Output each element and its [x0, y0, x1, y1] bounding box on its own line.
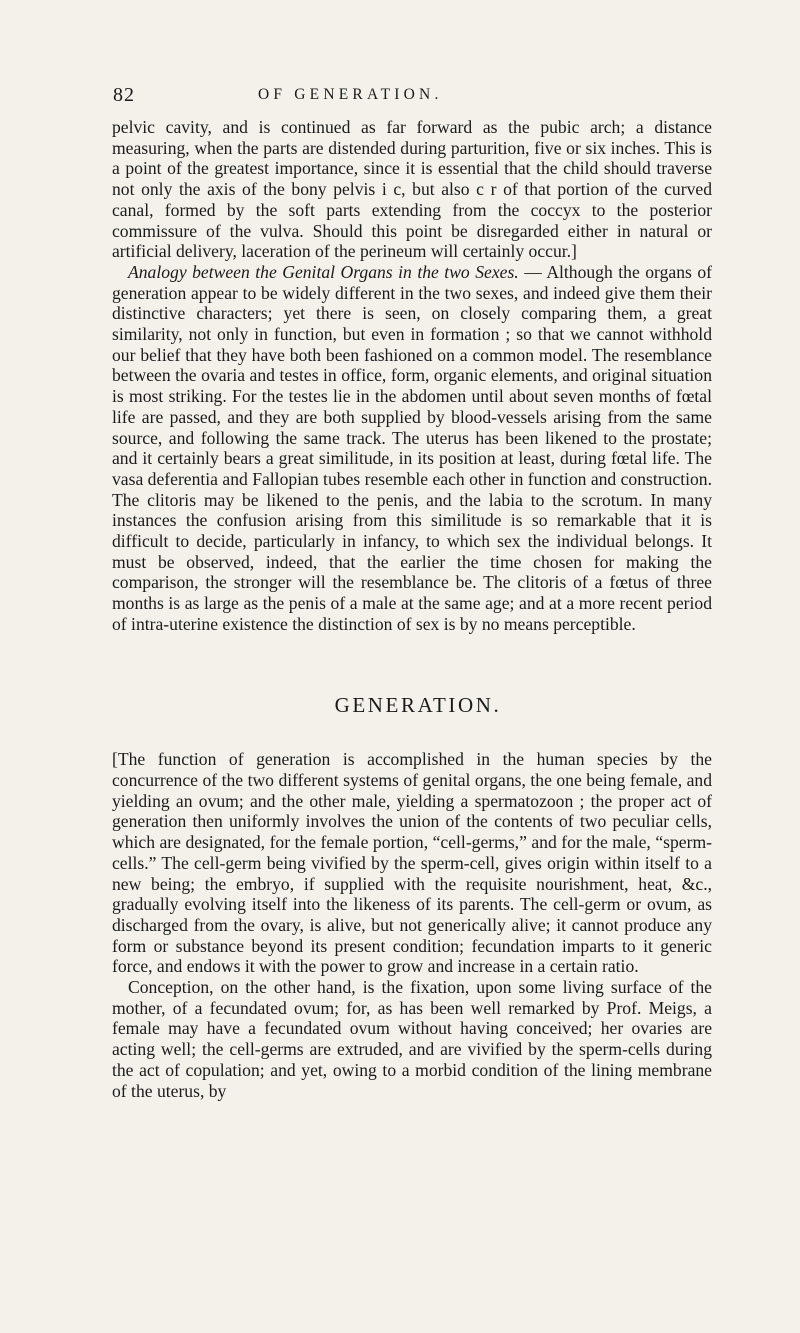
- analogy-heading: Analogy between the Genital Organs in the two Sexes.: [128, 261, 519, 282]
- page-body: [112, 117, 712, 1101]
- continued-paragraph: pelvic cavity, and is continued as far forward as the pubic arch; a distance measuring, when the parts are distended during parturition, five or six inches. This is a point of the greatest importance, since it is essential that the child should traverse not only the axis of the bony pelvis i c, but also c r of that portion of the curved canal, formed by the soft parts extending from the coccyx to the posterior commissure of the vulva. Should this point be disregarded either in natural or artificial delivery, laceration of the perineum will certainly occur.]: [112, 117, 712, 262]
- page-number: 82: [113, 84, 135, 106]
- analogy-text: — Although the organs of generation appear to be widely different in the two sexes, and indeed give them their distinctive characters; yet there is seen, on closely comparing them, a great similarity, not only in function, but even in formation ; so that we cannot withhold our belief that they have both been fashioned on a common model. The resemblance between the ovaria and testes in office, form, organic elements, and original situation is most striking. For the testes lie in the abdomen until about seven months of fœtal life are passed, and they are both supplied by blood-vessels arising from the same source, and following the same track. The uterus has been likened to the prostate; and it certainly bears a great similitude, in its position at least, during fœtal life. The vasa deferentia and Fallopian tubes resemble each other in function and construction. The clitoris may be likened to the penis, and the labia to the scrotum. In many instances the confusion arising from this similitude is so remarkable that it is difficult to decide, particularly in infancy, to which sex the individual belongs. It must be observed, indeed, that the earlier the time chosen for making the comparison, the stronger will the resemblance be. The clitoris of a fœtus of three months is as large as the penis of a male at the same age; and at a more recent period of intra-uterine existence the distinction of sex is by no means perceptible.: [112, 261, 712, 634]
- analogy-paragraph: [112, 262, 712, 635]
- generation-paragraph-2: Conception, on the other hand, is the fixation, upon some living surface of the mother, of a fecundated ovum; for, as has been well remarked by Prof. Meigs, a female may have a fecundated ovum without having conceived; her ovaries are acting well; the cell-germs are extruded, and are vivified by the sperm-cells during the act of copulation; and yet, owing to a morbid condition of the lining membrane of the uterus, by: [112, 977, 712, 1101]
- section-title: GENERATION.: [334, 692, 502, 717]
- generation-paragraph-1: [The function of generation is accomplished in the human species by the concurrence of the two different systems of genital organs, the one being female, and yielding an ovum; and the other male, yielding a spermatozoon ; the proper act of generation then uniformly involves the union of the contents of two peculiar cells, which are designated, for the female portion, “cell-germs,” and for the male, “sperm-cells.” The cell-germ being vivified by the sperm-cell, gives origin within itself to a new being; the embryo, if supplied with the requisite nourishment, heat, &c., gradually evolving itself into the likeness of its parents. The cell-germ or ovum, as discharged from the ovary, is alive, but not generically alive; it cannot produce any form or substance beyond its present condition; fecundation imparts to it generic force, and endows it with the power to grow and increase in a certain ratio.: [112, 749, 712, 977]
- running-header: [113, 84, 713, 108]
- running-title: OF GENERATION.: [258, 86, 443, 103]
